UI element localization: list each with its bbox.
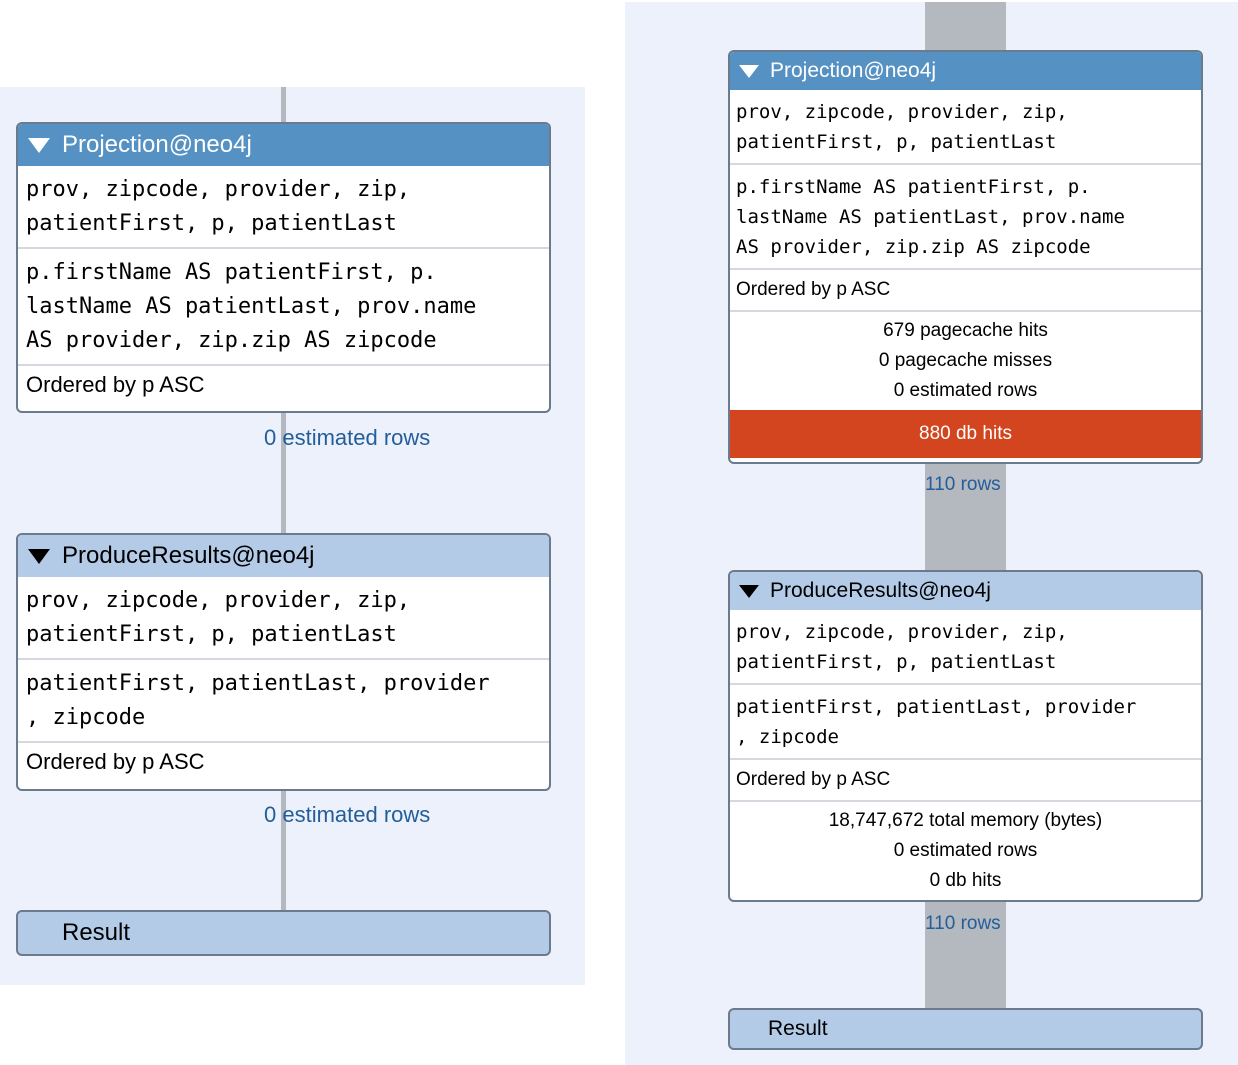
collapse-triangle-icon[interactable] — [739, 585, 759, 598]
estimated-rows-label: 0 estimated rows — [264, 802, 431, 827]
operator-title: Projection@neo4j — [62, 131, 252, 158]
result-node[interactable] — [16, 910, 551, 956]
pagecache-hits: 679 pagecache hits — [883, 320, 1048, 341]
operator-title: Projection@neo4j — [770, 59, 937, 82]
produce-results-operator[interactable] — [16, 533, 551, 791]
operator-order: Ordered by p ASC — [730, 268, 1201, 310]
estimated-rows-label: 0 estimated rows — [264, 425, 431, 450]
projection-operator[interactable] — [16, 122, 551, 413]
operator-expressions: p.firstName AS patientFirst, p. lastName AS patientLast, prov.name AS provider, zip.zip AS zipcode — [730, 163, 1201, 268]
operator-header[interactable] — [18, 124, 549, 166]
pipe-top — [925, 2, 1006, 52]
pagecache-misses: 0 pagecache misses — [878, 350, 1053, 371]
operator-columns: patientFirst, patientLast, provider , zipcode — [18, 658, 549, 741]
operator-header[interactable] — [730, 572, 1201, 610]
operator-columns: patientFirst, patientLast, provider , zipcode — [730, 683, 1201, 758]
db-hits-bar: 880 db hits — [730, 410, 1201, 458]
operator-order: Ordered by p ASC — [730, 758, 1201, 800]
operator-order: Ordered by p ASC — [18, 364, 549, 404]
result-node[interactable] — [728, 1008, 1203, 1050]
operator-identifiers: prov, zipcode, provider, zip, patientFirst, p, patientLast — [26, 588, 411, 647]
operator-identifiers: prov, zipcode, provider, zip, patientFirst, p, patientLast — [26, 177, 411, 236]
rows-label: 110 rows — [925, 474, 1001, 495]
estimated-rows: 0 estimated rows — [893, 380, 1038, 401]
rows-label: 110 rows — [925, 913, 1001, 934]
result-label: Result — [62, 919, 131, 946]
db-hits: 0 db hits — [929, 870, 1002, 891]
result-label: Result — [768, 1017, 828, 1040]
collapse-triangle-icon[interactable] — [28, 549, 50, 564]
total-memory: 18,747,672 total memory (bytes) — [828, 810, 1103, 831]
collapse-triangle-icon[interactable] — [28, 138, 50, 153]
produce-results-operator[interactable] — [728, 570, 1203, 902]
operator-title: ProduceResults@neo4j — [62, 542, 315, 569]
collapse-triangle-icon[interactable] — [739, 65, 759, 78]
operator-expressions: p.firstName AS patientFirst, p. lastName AS patientLast, prov.name AS provider, zip.zip AS zipcode — [18, 247, 549, 364]
estimated-rows: 0 estimated rows — [893, 840, 1038, 861]
operator-stats — [730, 310, 1201, 410]
projection-operator[interactable] — [728, 50, 1203, 464]
operator-header[interactable] — [730, 52, 1201, 90]
operator-header[interactable] — [18, 535, 549, 577]
operator-title: ProduceResults@neo4j — [770, 579, 991, 602]
operator-order: Ordered by p ASC — [18, 741, 549, 781]
pipe-top — [281, 87, 286, 124]
operator-identifiers: prov, zipcode, provider, zip, patientFirst, p, patientLast — [736, 101, 1068, 153]
operator-stats — [730, 800, 1201, 900]
operator-identifiers: prov, zipcode, provider, zip, patientFirst, p, patientLast — [736, 621, 1068, 673]
